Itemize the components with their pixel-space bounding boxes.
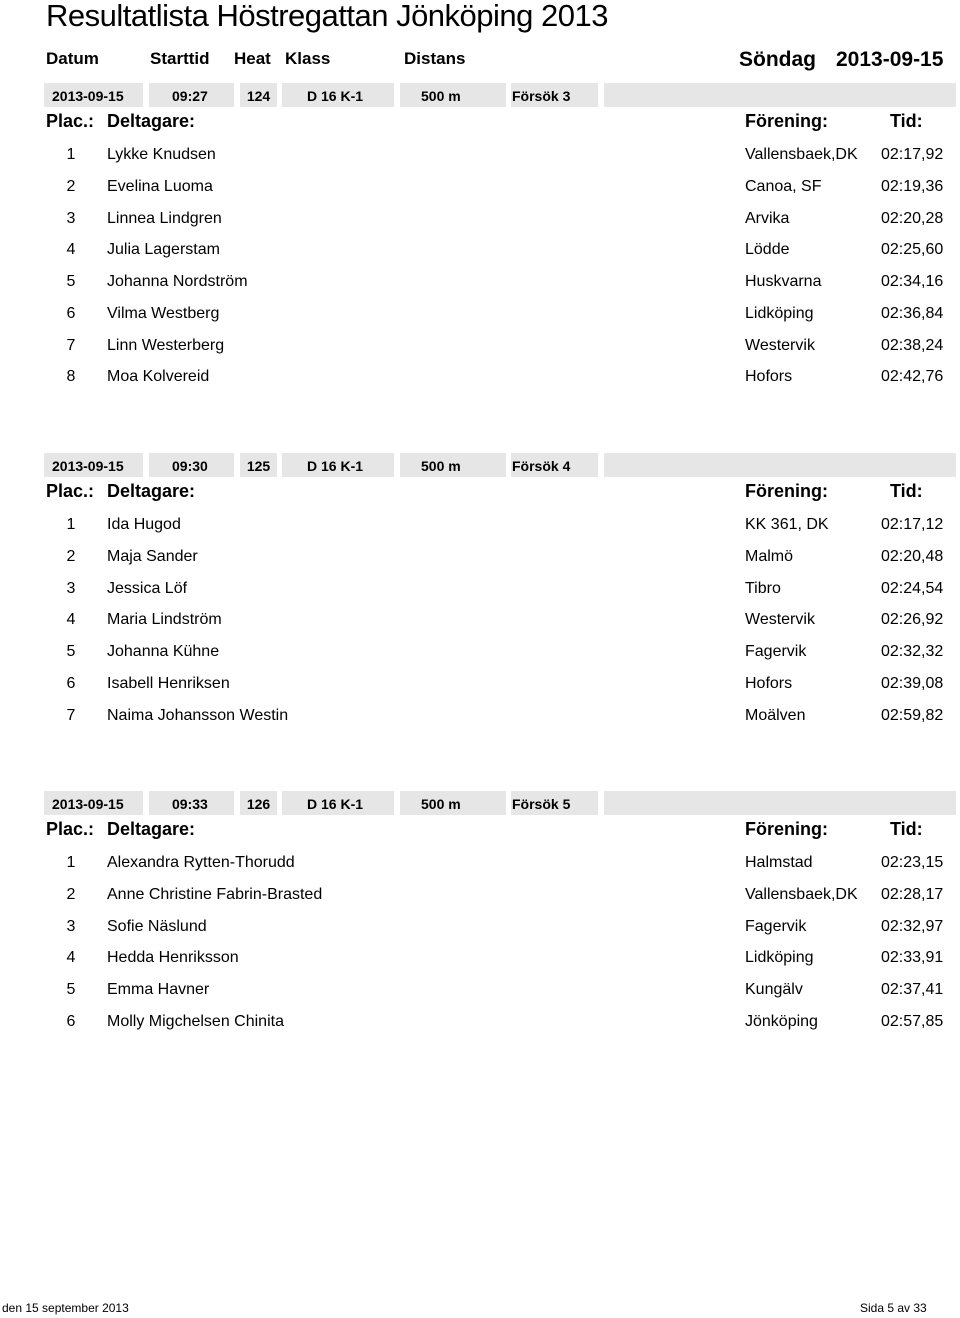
result-placement: 2 — [66, 177, 76, 195]
result-time: 02:39,08 — [881, 674, 944, 692]
result-placement: 2 — [66, 547, 76, 565]
result-row — [0, 981, 960, 1013]
footer-page-number: Sida 5 av 33 — [860, 1301, 927, 1315]
result-participant: Jessica Löf — [107, 579, 188, 597]
result-time: 02:17,12 — [881, 516, 944, 533]
result-club: Arvika — [745, 209, 790, 227]
race-date: 2013-09-15 — [44, 83, 143, 107]
result-club: Hofors — [745, 368, 793, 386]
result-participant: Isabell Henriksen — [107, 674, 230, 692]
result-placement: 4 — [66, 611, 76, 629]
result-row — [0, 675, 960, 707]
result-placement: 1 — [66, 516, 76, 533]
results-header — [0, 111, 960, 137]
result-time: 02:23,15 — [881, 854, 944, 871]
result-time: 02:20,48 — [881, 547, 944, 565]
header-tid: Tid: — [890, 481, 923, 501]
column-starttid: Starttid — [150, 49, 210, 68]
result-row — [0, 643, 960, 675]
result-participant: Ida Hugod — [107, 516, 181, 533]
header-deltagare: Deltagare: — [107, 819, 196, 839]
race-date: 2013-09-15 — [44, 791, 143, 815]
result-club: Vallensbaek,DK — [745, 885, 858, 903]
race-bar-filler — [604, 791, 956, 815]
result-participant: Moa Kolvereid — [107, 368, 210, 386]
result-participant: Sofie Näslund — [107, 917, 207, 935]
race-date: 2013-09-15 — [44, 453, 143, 477]
result-placement: 6 — [66, 304, 76, 322]
header-deltagare: Deltagare: — [107, 111, 196, 131]
result-club: Westervik — [745, 336, 815, 354]
result-row — [0, 611, 960, 643]
result-row — [0, 1013, 960, 1045]
race-distance: 500 m — [400, 791, 506, 815]
result-time: 02:34,16 — [881, 273, 944, 290]
result-club: Halmstad — [745, 854, 813, 871]
result-time: 02:37,41 — [881, 981, 944, 998]
result-row — [0, 273, 960, 305]
result-club: KK 361, DK — [745, 516, 829, 533]
race-section — [0, 791, 960, 1091]
race-info-bar — [44, 791, 956, 815]
results-list — [0, 146, 960, 400]
result-participant: Evelina Luoma — [107, 177, 213, 195]
result-club: Lidköping — [745, 949, 814, 967]
result-participant: Linnea Lindgren — [107, 209, 222, 227]
race-heat: 126 — [240, 791, 277, 815]
result-placement: 7 — [66, 336, 76, 354]
result-row — [0, 854, 960, 886]
result-placement: 8 — [66, 368, 76, 386]
column-heat: Heat — [234, 49, 271, 68]
race-bar-filler — [604, 83, 956, 107]
result-participant: Emma Havner — [107, 981, 210, 998]
results-list — [0, 516, 960, 738]
race-info-bar — [44, 83, 956, 107]
result-participant: Maria Lindström — [107, 611, 222, 629]
column-distans: Distans — [404, 49, 466, 68]
race-info-bar — [44, 453, 956, 477]
result-time: 02:38,24 — [881, 336, 944, 354]
result-placement: 2 — [66, 885, 76, 903]
result-club: Hofors — [745, 674, 793, 692]
result-participant: Naima Johansson Westin — [107, 706, 289, 724]
result-time: 02:26,92 — [881, 611, 944, 629]
result-row — [0, 707, 960, 739]
column-klass: Klass — [285, 49, 331, 68]
race-start-time: 09:30 — [149, 453, 234, 477]
race-heat-round: Försök 5 — [511, 791, 598, 815]
race-section — [0, 453, 960, 753]
result-placement: 5 — [66, 643, 76, 660]
results-list — [0, 854, 960, 1045]
header-tid: Tid: — [890, 819, 923, 839]
result-time: 02:19,36 — [881, 177, 944, 195]
result-time: 02:36,84 — [881, 304, 944, 322]
result-participant: Hedda Henriksson — [107, 949, 239, 967]
result-row — [0, 949, 960, 981]
result-row — [0, 548, 960, 580]
header-plac: Plac.: — [46, 481, 95, 501]
result-placement: 6 — [66, 674, 76, 692]
result-participant: Johanna Kühne — [107, 643, 220, 660]
result-club: Canoa, SF — [745, 177, 822, 195]
result-club: Westervik — [745, 611, 815, 629]
race-section — [0, 83, 960, 386]
race-heat-round: Försök 3 — [511, 83, 598, 107]
result-time: 02:32,32 — [881, 643, 944, 660]
race-bar-filler — [604, 453, 956, 477]
result-time: 02:25,60 — [881, 241, 944, 259]
result-time: 02:20,28 — [881, 209, 944, 227]
result-placement: 7 — [66, 706, 76, 724]
header-forening: Förening: — [745, 819, 828, 839]
result-participant: Anne Christine Fabrin-Brasted — [107, 885, 323, 903]
result-club: Huskvarna — [745, 273, 822, 290]
result-placement: 1 — [66, 854, 76, 871]
result-club: Fagervik — [745, 643, 807, 660]
result-placement: 4 — [66, 949, 76, 967]
result-club: Tibro — [745, 579, 781, 597]
result-time: 02:24,54 — [881, 579, 944, 597]
result-placement: 5 — [66, 981, 76, 998]
result-club: Vallensbaek,DK — [745, 146, 858, 163]
result-placement: 6 — [66, 1012, 76, 1030]
result-participant: Linn Westerberg — [107, 336, 225, 354]
footer-date: den 15 september 2013 — [2, 1301, 129, 1315]
result-participant: Maja Sander — [107, 547, 198, 565]
result-club: Lidköping — [745, 304, 814, 322]
result-participant: Vilma Westberg — [107, 304, 220, 322]
column-datum: Datum — [46, 49, 99, 68]
result-row — [0, 178, 960, 210]
result-row — [0, 210, 960, 242]
result-time: 02:32,97 — [881, 917, 944, 935]
result-participant: Molly Migchelsen Chinita — [107, 1012, 284, 1030]
race-heat: 124 — [240, 83, 277, 107]
header-plac: Plac.: — [46, 819, 95, 839]
result-row — [0, 337, 960, 369]
result-club: Moälven — [745, 706, 806, 724]
race-class: D 16 K-1 — [282, 791, 394, 815]
race-class: D 16 K-1 — [282, 453, 394, 477]
result-row — [0, 305, 960, 337]
result-time: 02:17,92 — [881, 146, 944, 163]
result-participant: Alexandra Rytten-Thorudd — [107, 854, 295, 871]
race-start-time: 09:33 — [149, 791, 234, 815]
race-distance: 500 m — [400, 83, 506, 107]
result-row — [0, 516, 960, 548]
page-title: Resultatlista Höstregattan Jönköping 2013 — [46, 0, 608, 33]
result-placement: 3 — [66, 209, 76, 227]
results-header — [0, 481, 960, 507]
result-time: 02:33,91 — [881, 949, 944, 967]
header-forening: Förening: — [745, 111, 828, 131]
result-club: Kungälv — [745, 981, 803, 998]
race-start-time: 09:27 — [149, 83, 234, 107]
result-row — [0, 241, 960, 273]
result-club: Jönköping — [745, 1012, 818, 1030]
result-row — [0, 146, 960, 178]
header-tid: Tid: — [890, 111, 923, 131]
result-row — [0, 886, 960, 918]
result-club: Malmö — [745, 547, 794, 565]
result-participant: Lykke Knudsen — [107, 146, 216, 163]
day-name: Söndag — [739, 48, 816, 71]
result-time: 02:57,85 — [881, 1012, 944, 1030]
result-row — [0, 918, 960, 950]
result-placement: 3 — [66, 579, 76, 597]
result-placement: 1 — [66, 146, 76, 163]
result-placement: 3 — [66, 917, 76, 935]
result-club: Lödde — [745, 241, 790, 259]
result-participant: Johanna Nordström — [107, 273, 248, 290]
race-heat: 125 — [240, 453, 277, 477]
results-header — [0, 819, 960, 845]
result-placement: 4 — [66, 241, 76, 259]
result-club: Fagervik — [745, 917, 807, 935]
race-heat-round: Försök 4 — [511, 453, 598, 477]
result-time: 02:42,76 — [881, 368, 944, 386]
header-deltagare: Deltagare: — [107, 481, 196, 501]
day-date: 2013-09-15 — [836, 48, 944, 71]
result-placement: 5 — [66, 273, 76, 290]
header-plac: Plac.: — [46, 111, 95, 131]
race-class: D 16 K-1 — [282, 83, 394, 107]
header-forening: Förening: — [745, 481, 828, 501]
result-time: 02:28,17 — [881, 885, 944, 903]
result-participant: Julia Lagerstam — [107, 241, 220, 259]
result-row — [0, 580, 960, 612]
race-distance: 500 m — [400, 453, 506, 477]
result-time: 02:59,82 — [881, 706, 944, 724]
result-row — [0, 368, 960, 400]
